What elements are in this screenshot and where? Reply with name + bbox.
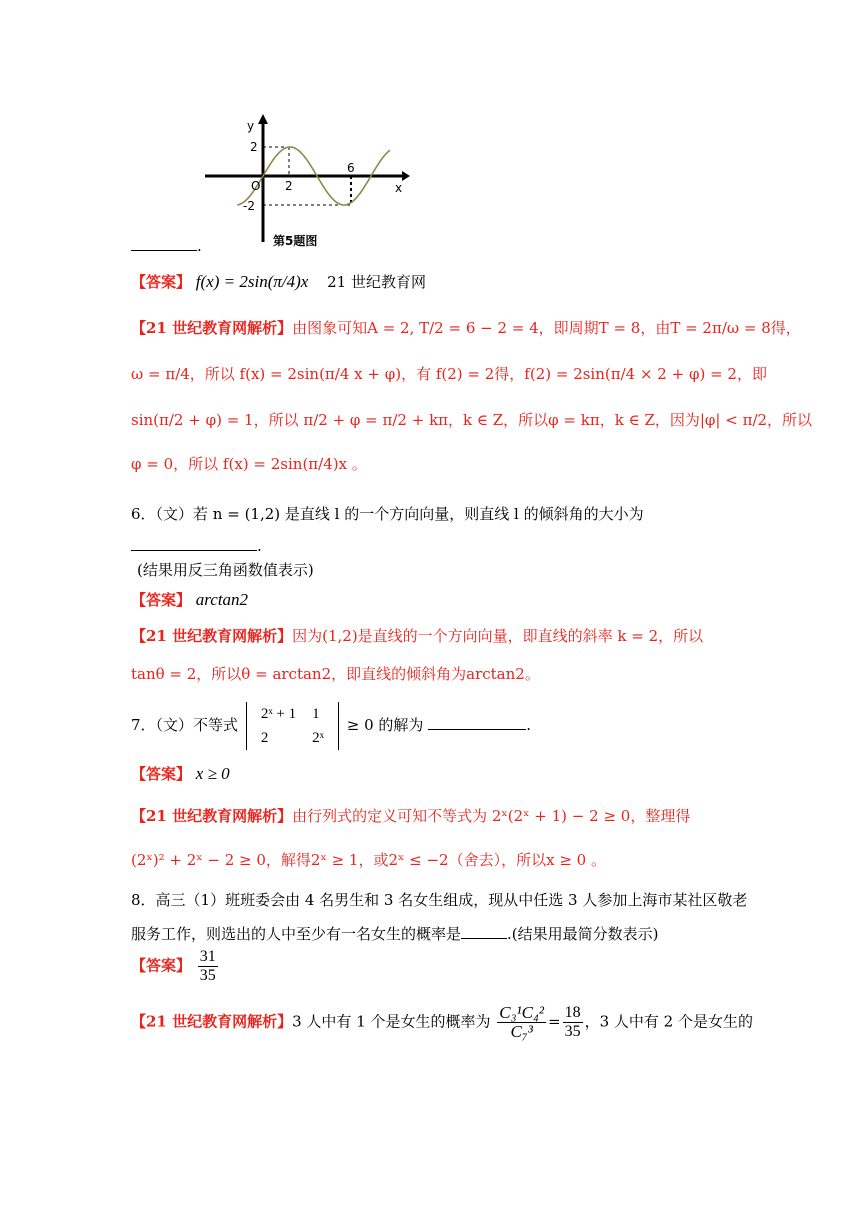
q6-answer — [131, 590, 248, 610]
q7-stem — [131, 702, 531, 750]
det-a21: 2 — [260, 730, 269, 746]
q8-answer — [131, 948, 220, 985]
x-axis-label: x — [395, 181, 403, 195]
q6-blank-end: . — [257, 537, 262, 555]
q6-analysis-line2: tanθ = 2，所以θ = arctan2，即直线的倾斜角为arctan2。 — [131, 665, 540, 683]
q8-analysis-tag: 【21 世纪教育网解析】 — [131, 1012, 293, 1031]
q8-fraction-combinations — [497, 1004, 546, 1041]
tick-label-y-2: 2 — [250, 140, 258, 154]
q8-frac2-numerator: 18 — [564, 1004, 581, 1021]
origin-label: O — [251, 179, 261, 193]
q7-answer-math: x ≥ 0 — [195, 764, 230, 783]
q7-blank-end: . — [526, 716, 531, 734]
q6-blank-line — [131, 536, 262, 556]
q7-determinant — [246, 702, 339, 750]
q6-analysis-line1 — [131, 626, 703, 646]
q5-blank-end: . — [197, 237, 202, 255]
q8-answer-numerator: 31 — [199, 948, 216, 965]
q6-answer-math: arctan2 — [195, 590, 249, 609]
q5-analysis-text1: 由图象可知A = 2, T/2 = 6 − 2 = 4，即周期T = 8，由T = 2π/ω = 8得， — [292, 319, 801, 337]
q6-answer-tag: 【答案】 — [131, 591, 192, 609]
q7-answer-tag: 【答案】 — [131, 765, 192, 783]
q6-note: (结果用反三角函数值表示) — [137, 561, 314, 579]
q8-answer-tag: 【答案】 — [131, 956, 192, 975]
figure-caption: 第5题图 — [273, 234, 318, 248]
tick-label-y-neg2: -2 — [243, 199, 255, 213]
q5-analysis-tag: 【21 世纪教育网解析】 — [131, 319, 293, 337]
q8-frac1-numerator: C₃¹C₄² — [499, 1003, 544, 1022]
q7-stem-post: ≥ 0 的解为 — [346, 716, 424, 734]
q7-analysis-line2: (2ˣ)² + 2ˣ − 2 ≥ 0，解得2ˣ ≥ 1，或2ˣ ≤ −2（舍去），所以x ≥ 0 。 — [131, 851, 606, 869]
q8-fraction-value — [563, 1004, 583, 1041]
q5-answer-math: f(x) = 2sin(π/4)x — [195, 272, 309, 291]
q8-stem-line1: 8．高三（1）班班委会由 4 名男生和 3 名女生组成，现从中任选 3 人参加上海市某社区敬老 — [131, 891, 748, 909]
q8-analysis-line1: 【21 世纪教育网解析】3 人中有 1 个是女生的概率为 $\frac{\text{C₃¹C₄²}}{\text{C₇³}}$ = $\frac{18}{35}$ ，3 人中有 2 个是女生的 — [131, 1003, 753, 1041]
q6-analysis-text1: 因为(1,2)是直线的一个方向向量，即直线的斜率 k = 2，所以 — [292, 627, 704, 645]
q7-analysis-tag: 【21 世纪教育网解析】 — [131, 807, 293, 825]
y-arrow — [258, 114, 268, 124]
q5-answer-tag: 【答案】 — [131, 273, 192, 291]
q6-analysis-tag: 【21 世纪教育网解析】 — [131, 627, 293, 645]
q5-analysis-line4: φ = 0，所以 f(x) = 2sin(π/4)x 。 — [131, 455, 367, 473]
q5-answer-blank-line — [131, 236, 202, 256]
det-a11: 2ˣ + 1 — [260, 706, 297, 722]
q8-frac2-denominator: 35 — [564, 1023, 581, 1040]
q8-analysis-pre: 3 人中有 1 个是女生的概率为 — [292, 1012, 491, 1031]
q7-analysis-line1 — [131, 806, 690, 826]
q5-answer-source: 21 世纪教育网 — [327, 273, 426, 291]
q8-frac1-denominator: C₇³ — [510, 1022, 533, 1041]
sine-graph — [0, 0, 860, 260]
q8-stem-line2 — [131, 924, 659, 944]
tick-label-x-6: 6 — [347, 161, 355, 175]
q8-stem-text2: 服务工作，则选出的人中至少有一名女生的概率是 — [131, 925, 462, 943]
q6-stem: 6．（文）若 n = (1,2) 是直线 l 的一个方向向量，则直线 l 的倾斜角的大小为 — [131, 505, 644, 523]
q8-answer-fraction — [198, 948, 218, 985]
x-arrow — [402, 171, 410, 181]
q5-analysis-line2: ω = π/4，所以 f(x) = 2sin(π/4 x + φ)，有 f(2) = 2得，f(2) = 2sin(π/4 × 2 + φ) = 2，即 — [131, 365, 767, 383]
tick-label-x-2: 2 — [285, 179, 293, 193]
q5-analysis-line3: sin(π/2 + φ) = 1，所以 π/2 + φ = π/2 + kπ，k ∈ Z，所以φ = kπ，k ∈ Z，因为|φ| < π/2，所以 — [131, 411, 813, 429]
q7-answer — [131, 764, 230, 784]
det-a12: 1 — [312, 706, 320, 722]
q7-stem-pre: 7．（文）不等式 — [131, 716, 239, 734]
det-a22: 2ˣ — [312, 730, 324, 746]
q8-analysis-post: ，3 人中有 2 个是女生的 — [584, 1012, 753, 1031]
q8-answer-denominator: 35 — [199, 967, 216, 984]
q5-answer — [131, 272, 426, 292]
q5-analysis-line1 — [131, 318, 801, 338]
q8-stem-end: .(结果用最简分数表示) — [507, 925, 659, 943]
y-axis-label: y — [247, 119, 255, 133]
q7-analysis-text1: 由行列式的定义可知不等式为 2ˣ(2ˣ + 1) − 2 ≥ 0，整理得 — [292, 807, 691, 825]
